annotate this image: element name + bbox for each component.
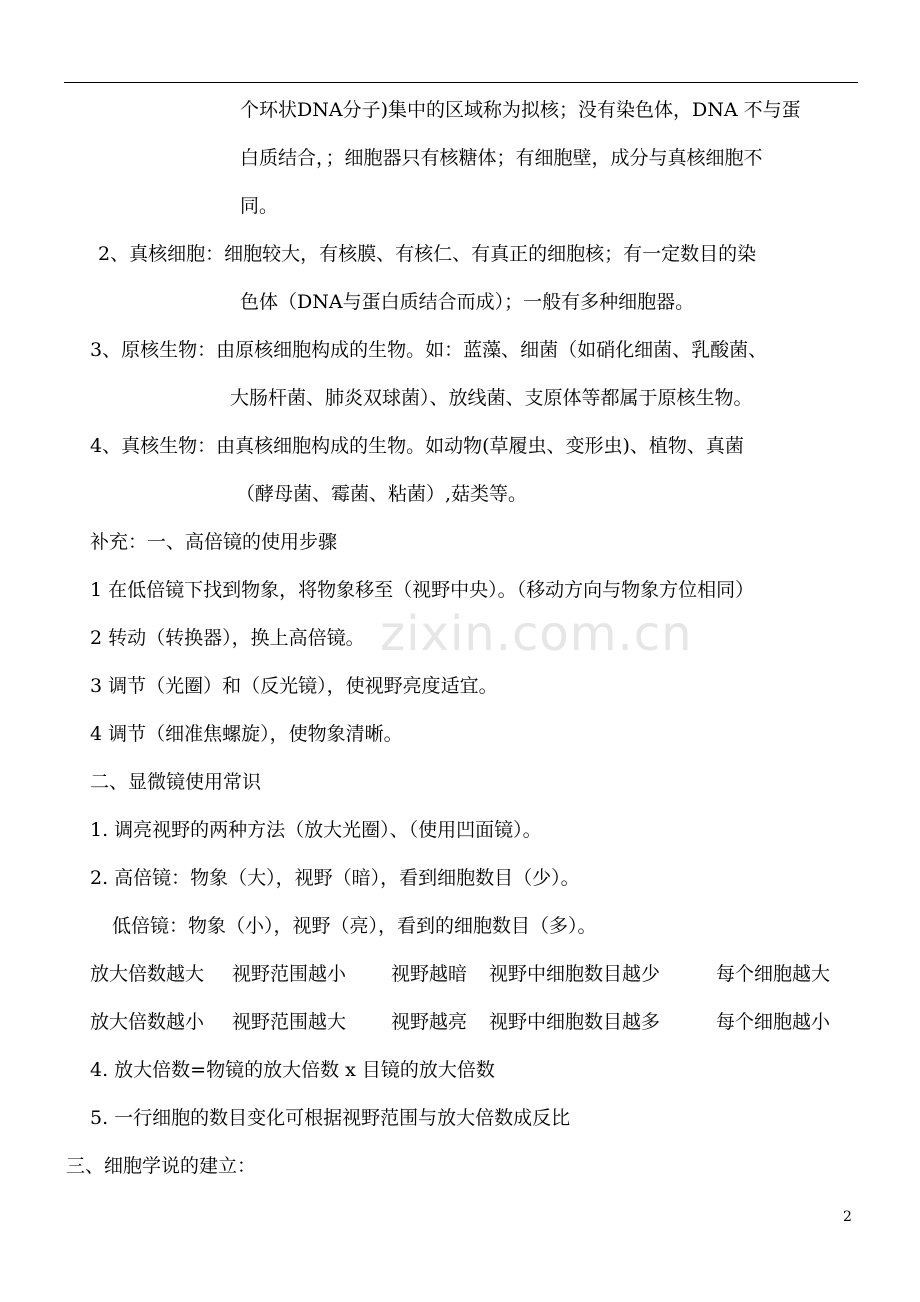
section-heading: 二、显微镜使用常识 <box>90 771 262 793</box>
text-line: 3、原核生物：由原核细胞构成的生物。如：蓝藻、细菌（如硝化细菌、乳酸菌、 <box>90 339 768 361</box>
text-line: 4、真核生物：由真核细胞构成的生物。如动物(草履虫、变形虫)、植物、真菌 <box>90 435 744 457</box>
comparison-cell: 视野越暗 <box>391 963 468 985</box>
watermark: zixin.com.cn <box>380 606 693 662</box>
text-line: 低倍镜：物象（小），视野（亮），看到的细胞数目（多）。 <box>112 915 597 937</box>
text-line: 4 调节（细准焦螺旋），使物象清晰。 <box>90 723 403 745</box>
text-line: 2、真核细胞：细胞较大，有核膜、有核仁、有真正的细胞核；有一定数目的染 <box>98 243 757 265</box>
comparison-cell: 视野范围越大 <box>232 1011 347 1033</box>
text-line: 1 在低倍镜下找到物象，将物象移至（视野中央）。（移动方向与物象方位相同） <box>90 579 755 601</box>
text-line: 1. 调亮视野的两种方法（放大光圈）、（使用凹面镜）。 <box>90 819 542 841</box>
text-line: 4. 放大倍数=物镜的放大倍数 x 目镜的放大倍数 <box>90 1059 495 1081</box>
comparison-row <box>0 1010 920 1034</box>
comparison-row <box>0 962 920 986</box>
comparison-cell: 放大倍数越小 <box>90 1011 205 1033</box>
text-line: 3 调节（光圈）和（反光镜），使视野亮度适宜。 <box>90 675 498 697</box>
header-rule <box>64 82 858 83</box>
comparison-cell: 放大倍数越大 <box>90 963 205 985</box>
comparison-cell: 视野越亮 <box>391 1011 468 1033</box>
text-line: 5. 一行细胞的数目变化可根据视野范围与放大倍数成反比 <box>90 1107 571 1129</box>
comparison-cell: 视野中细胞数目越少 <box>489 963 661 985</box>
comparison-cell: 每个细胞越大 <box>716 963 831 985</box>
text-line: （酵母菌、霉菌、粘菌）,菇类等。 <box>236 483 528 505</box>
comparison-cell: 每个细胞越小 <box>716 1011 831 1033</box>
comparison-cell: 视野中细胞数目越多 <box>489 1011 661 1033</box>
page-number: 2 <box>843 1209 852 1225</box>
text-line: 色体（DNA与蛋白质结合而成）；一般有多种细胞器。 <box>240 291 695 313</box>
text-line: 2 转动（转换器），换上高倍镜。 <box>90 627 365 649</box>
text-line: 大肠杆菌、肺炎双球菌）、放线菌、支原体等都属于原核生物。 <box>230 387 753 409</box>
text-line: 同。 <box>240 195 279 217</box>
section-heading: 三、细胞学说的建立： <box>66 1155 257 1177</box>
section-heading: 补充：一、高倍镜的使用步骤 <box>90 531 338 553</box>
text-line: 2. 高倍镜：物象（大），视野（暗），看到细胞数目（少）。 <box>90 867 580 889</box>
text-line: 白质结合，；细胞器只有核糖体；有细胞壁，成分与真核细胞不 <box>240 147 763 169</box>
text-line: 个环状DNA分子)集中的区域称为拟核；没有染色体，DNA 不与蛋 <box>240 99 801 121</box>
comparison-cell: 视野范围越小 <box>232 963 347 985</box>
